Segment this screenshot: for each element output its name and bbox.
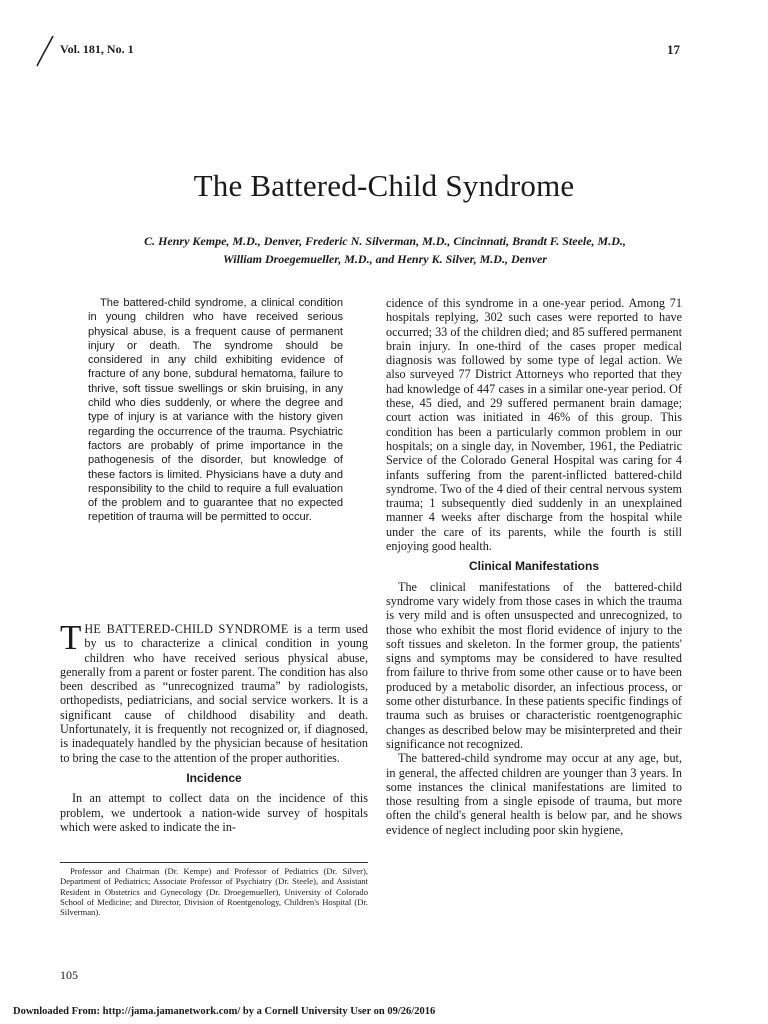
- page-number: 105: [60, 968, 78, 982]
- right-column-body: [386, 296, 682, 837]
- footnote-divider: [60, 862, 368, 863]
- left-column-body: [60, 618, 368, 834]
- incidence-heading: Incidence: [186, 770, 242, 785]
- author-block: [60, 232, 710, 268]
- volume-label: Vol. 181, No. 1: [60, 42, 134, 56]
- slash-mark-icon: [33, 34, 57, 68]
- clinical-paragraph-2: The battered-child syndrome may occur at any age, but, in general, the affected children are younger than 3 years. In some instances the clinical manifestations are limited to those resulting from a single episode of trauma, but more often the child's general health is below par, and he shows evidence of neglect including poor skin hygiene,: [386, 751, 682, 837]
- top-page-number: 17: [667, 42, 680, 57]
- intro-paragraph: [60, 618, 368, 765]
- drop-cap: T: [60, 618, 82, 657]
- authors-line-2: William Droegemueller, M.D., and Henry K. Silver, M.D., Denver: [223, 252, 547, 266]
- intro-text: is a term used by us to characterize a clinical condition in young children who have received serious physical abuse, generally from a parent or foster parent. The condition has also been described as “unrecognized trauma” by radiologists, orthopedists, pediatricians, and social service workers. It is a significant cause of childhood disability and death. Unfortunately, it is frequently not recognized or, if diagnosed, is inadequately handled by the physician because of hesitation to bring the case to the attention of the proper authorities.: [60, 622, 368, 765]
- download-notice: Downloaded From: http://jama.jamanetwork.com/ by a Cornell University User on 09/26/2016: [13, 1006, 436, 1017]
- clinical-paragraph-1: The clinical manifestations of the battered-child syndrome vary widely from those cases in which the trauma is very mild and is often unsuspected and unrecognized, to those who exhibit the most florid evidence of injury to the soft tissues and skeleton. In the former group, the patients' signs and symptoms may be considered to have resulted from failure to thrive from some other cause or to have been produced by a metabolic disorder, an infectious process, or some other disturbance. In these patients specific findings of trauma such as bruises or characteristic roentgenographic changes as described below may be misinterpreted and their significance not recognized.: [386, 579, 682, 751]
- abstract: The battered-child syndrome, a clinical condition in young children who have received serious physical abuse, is a frequent cause of permanent injury or death. The syndrome should be considered in any child exhibiting evidence of fracture of any bone, subdural hematoma, failure to thrive, soft tissue swellings or skin bruising, in any child who dies suddenly, or where the degree and type of injury is at variance with the history given regarding the occurrence of the trauma. Psychiatric factors are probably of prime importance in the pathogenesis of the disorder, but knowledge of these factors is limited. Physicians have a duty and responsibility to the child to require a full evaluation of the problem and to guarantee that no expected repetition of trauma will be permitted to occur.: [88, 297, 343, 524]
- incidence-paragraph-left: In an attempt to collect data on the incidence of this problem, we undertook a nation-wide survey of hospitals which were asked to indicate the in-: [60, 791, 368, 834]
- clinical-heading: Clinical Manifestations: [468, 559, 600, 574]
- affiliation-footnote: Professor and Chairman (Dr. Kempe) and Professor of Pediatrics (Dr. Silver), Department of Pediatrics; Associate Professor of Psychiatry (Dr. Steele), and Assistant Resident in Obstetrics and Gynecology (Dr. Droegemueller), University of Colorado School of Medicine; and Director, Division of Roentgenology, Children's Hospital (Dr. Silverman).: [60, 866, 368, 918]
- authors-line-1: C. Henry Kempe, M.D., Denver, Frederic N. Silverman, M.D., Cincinnati, Brandt F. Steele, M.D.,: [144, 234, 626, 248]
- article-title: The Battered-Child Syndrome: [193, 168, 575, 203]
- intro-smallcaps: HE BATTERED-CHILD SYNDROME: [84, 622, 289, 636]
- incidence-paragraph-right: cidence of this syndrome in a one-year period. Among 71 hospitals replying, 302 such cases were reported to have occurred; 33 of the children died; and 85 suffered permanent brain injury. In one-third of the cases proper medical diagnosis was followed by some type of legal action. We also surveyed 77 District Attorneys who reported that they had knowledge of 447 cases in a similar one-year period. Of these, 45 died, and 29 suffered permanent brain damage; court action was initiated in 46% of this group. This condition has been a particularly common problem in our hospitals; on a single day, in November, 1961, the Pediatric Service of the Colorado General Hospital was caring for 4 infants suffering from the parent-inflicted battered-child syndrome. Two of the 4 died of their central nervous system trauma; 1 subsequently died suddenly in an unexplained manner 4 weeks after discharge from the hospital while under the care of its parents, while the fourth is still enjoying good health.: [386, 296, 682, 554]
